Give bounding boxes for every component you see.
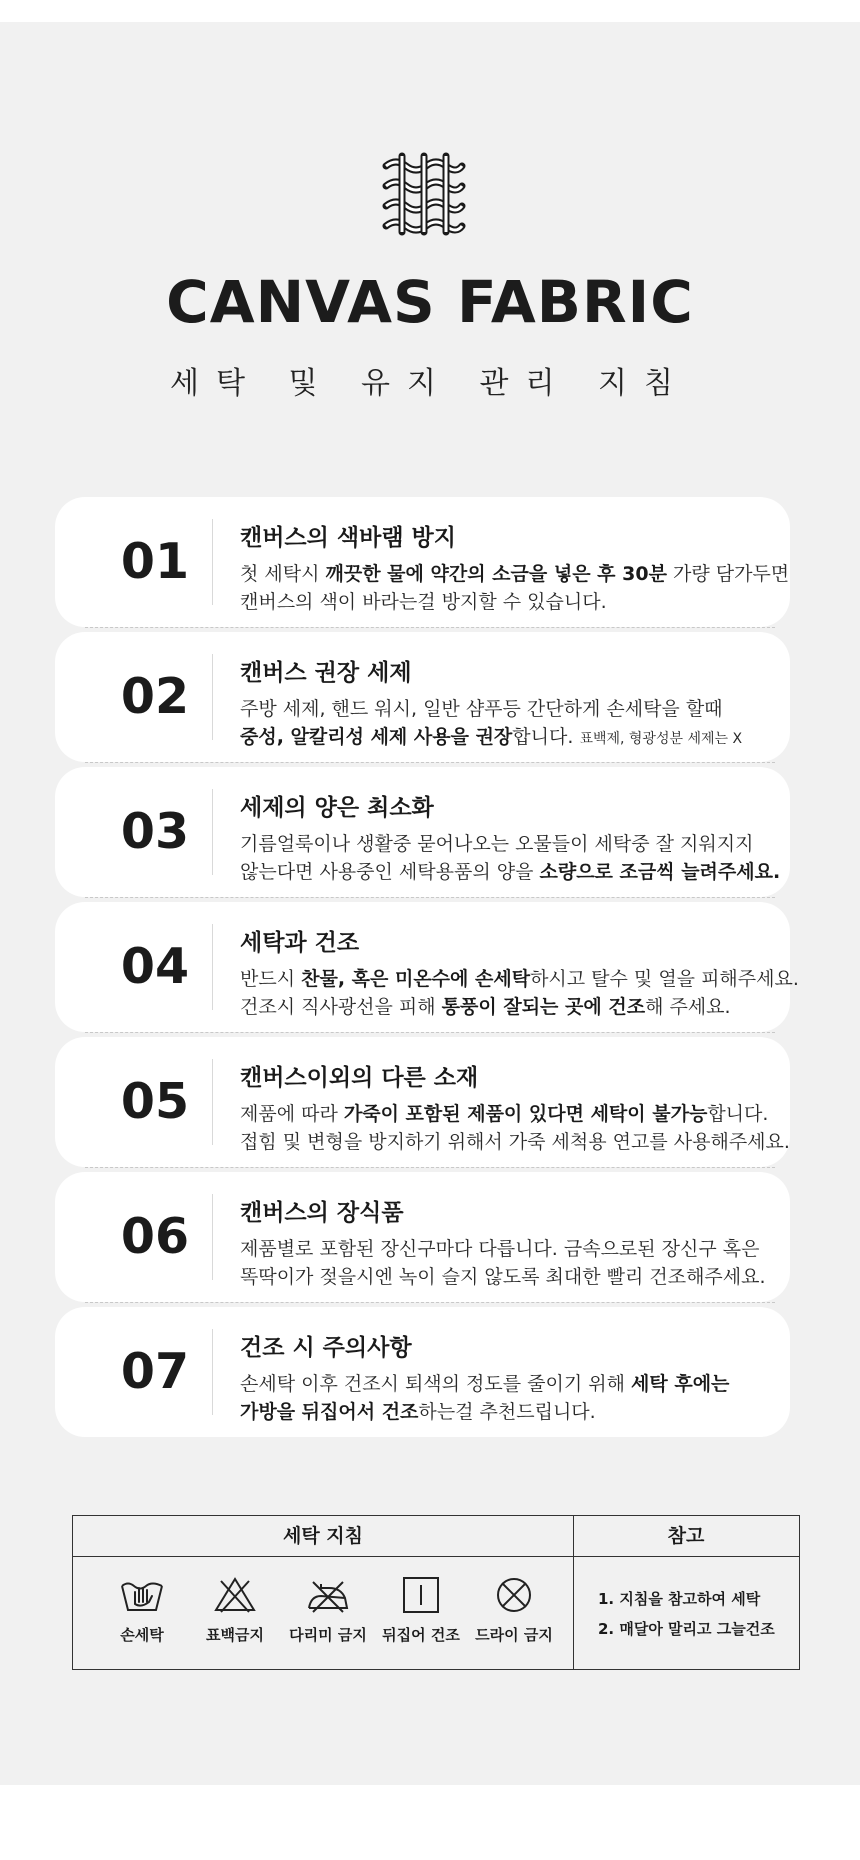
emphasis-text: 가방을 뒤집어서 건조 [240, 1401, 419, 1423]
care-label: 손세탁 [120, 1626, 164, 1644]
step-heading: 건조 시 주의사항 [240, 1335, 412, 1361]
care-label: 표백금지 [206, 1626, 264, 1644]
emphasis-text: 통풍이 잘되는 곳에 건조 [441, 996, 646, 1018]
step-description-line [240, 587, 607, 614]
emphasis-text: 깨끗한 물에 약간의 소금을 넣은 후 30분 [325, 563, 667, 585]
step-heading: 세탁과 건조 [240, 930, 360, 956]
step-description-line [240, 1234, 759, 1261]
step-heading: 캔버스 권장 세제 [240, 660, 412, 686]
dashed-separator [85, 1302, 775, 1303]
step-description-line [240, 1262, 766, 1289]
dashed-separator [85, 627, 775, 628]
divider [212, 1194, 213, 1280]
step-heading: 캔버스의 색바램 방지 [240, 525, 456, 551]
emphasis-text: 중성, 알칼리성 세제 사용을 권장 [240, 726, 513, 748]
step-heading: 캔버스의 장식품 [240, 1200, 404, 1226]
step-number: 01 [120, 533, 190, 590]
step-description-line [240, 857, 780, 884]
woven-fabric-icon [380, 150, 468, 238]
dashed-separator [85, 1032, 775, 1033]
body-text: 하시고 탈수 및 열을 피해주세요. [530, 968, 799, 990]
step-description-line [240, 829, 753, 856]
no-iron-icon [305, 1576, 351, 1614]
step-description-line [240, 1397, 596, 1424]
step-description-line [240, 992, 731, 1019]
instruction-card [55, 497, 790, 627]
emphasis-text: 가죽이 포함된 제품이 있다면 세탁이 불가능 [343, 1103, 708, 1125]
dashed-separator [85, 897, 775, 898]
divider [212, 1329, 213, 1415]
care-table-header: 세탁 지침 [282, 1525, 364, 1547]
body-text: 제품별로 포함된 장신구마다 다릅니다. 금속으로된 장신구 혹은 [240, 1238, 760, 1260]
dashed-separator [85, 1167, 775, 1168]
care-symbol-dry-inside-out [374, 1576, 468, 1645]
care-label: 뒤집어 건조 [382, 1626, 460, 1644]
step-heading: 캔버스이외의 다른 소재 [240, 1065, 479, 1091]
care-label: 다리미 금지 [289, 1626, 367, 1644]
divider [212, 789, 213, 875]
care-symbol-no-dry-clean [467, 1576, 561, 1645]
body-text: 표백제, 형광성분 세제는 X [579, 731, 743, 747]
no-bleach-icon [212, 1576, 258, 1614]
step-description-line [240, 559, 789, 586]
step-number: 07 [120, 1343, 190, 1400]
body-text: 주방 세제, 핸드 워시, 일반 샴푸등 간단하게 손세탁을 할때 [240, 698, 723, 720]
body-text: 똑딱이가 젖을시엔 녹이 슬지 않도록 최대한 빨리 건조해주세요. [240, 1266, 766, 1288]
body-text: 제품에 따라 [240, 1103, 344, 1125]
no-dry-clean-icon [491, 1576, 537, 1614]
dashed-separator [85, 762, 775, 763]
care-symbol-no-iron [281, 1576, 375, 1645]
body-text: 반드시 [240, 968, 302, 990]
page-title: CANVAS FABRIC [166, 268, 694, 336]
divider [212, 519, 213, 605]
step-description-line [240, 1127, 790, 1154]
body-text: 하는걸 추천드립니다. [418, 1401, 596, 1423]
step-description-line [240, 694, 723, 721]
notes-header: 참고 [667, 1525, 705, 1547]
care-label: 드라이 금지 [475, 1626, 553, 1644]
instruction-card [55, 632, 790, 762]
body-text: 해 주세요. [645, 996, 731, 1018]
care-symbol-hand-wash [95, 1576, 189, 1645]
instruction-card [55, 902, 799, 1032]
emphasis-text: 소량으로 조금씩 늘려주세요. [539, 861, 781, 883]
body-text: 합니다. [512, 726, 580, 748]
step-number: 03 [120, 803, 190, 860]
instruction-card [55, 1307, 790, 1437]
body-text: 손세탁 이후 건조시 퇴색의 정도를 줄이기 위해 [240, 1373, 632, 1395]
care-symbol-no-bleach [188, 1576, 282, 1645]
instruction-card [55, 1037, 790, 1167]
table-header-divider [73, 1556, 799, 1557]
instruction-card [55, 1172, 790, 1302]
body-text: 접힘 및 변형을 방지하기 위해서 가죽 세척용 연고를 사용해주세요. [240, 1131, 790, 1153]
step-description-line [240, 722, 742, 749]
body-text: 합니다. [707, 1103, 769, 1125]
note-item: 2. 매달아 말리고 그늘건조 [598, 1620, 775, 1638]
step-number: 02 [120, 668, 190, 725]
step-description-line [240, 964, 799, 991]
step-heading: 세제의 양은 최소화 [240, 795, 434, 821]
step-description-line [240, 1099, 768, 1126]
divider [212, 1059, 213, 1145]
body-text: 캔버스의 색이 바라는걸 방지할 수 있습니다. [240, 591, 607, 613]
step-number: 05 [120, 1073, 190, 1130]
emphasis-text: 세탁 후에는 [631, 1373, 730, 1395]
emphasis-text: 찬물, 혹은 미온수에 손세탁 [301, 968, 531, 990]
body-text: 가량 담가두면 [666, 563, 790, 585]
divider [212, 654, 213, 740]
step-number: 06 [120, 1208, 190, 1265]
care-table [72, 1515, 800, 1670]
instruction-card [55, 767, 790, 897]
divider [212, 924, 213, 1010]
body-text: 첫 세탁시 [240, 563, 326, 585]
body-text: 기름얼룩이나 생활중 묻어나오는 오물들이 세탁중 잘 지워지지 [240, 833, 754, 855]
step-description-line [240, 1369, 729, 1396]
body-text: 않는다면 사용중인 세탁용품의 양을 [240, 861, 540, 883]
step-number: 04 [120, 938, 190, 995]
note-item: 1. 지침을 참고하여 세탁 [598, 1590, 761, 1608]
tumble-dry-inside-out-icon [398, 1576, 444, 1614]
body-text: 건조시 직사광선을 피해 [240, 996, 442, 1018]
hand-wash-icon [119, 1576, 165, 1614]
page-subtitle: 세탁 및 유지 관리 지침 [170, 366, 690, 401]
